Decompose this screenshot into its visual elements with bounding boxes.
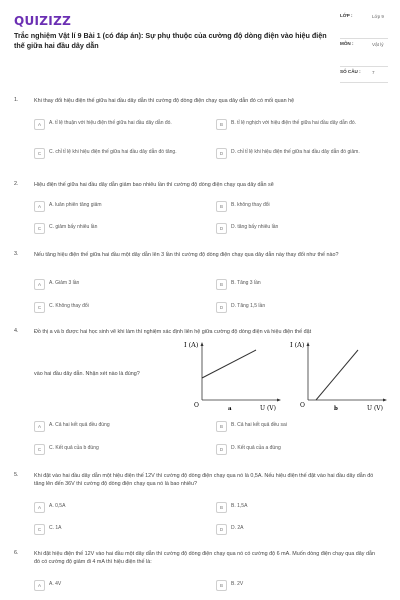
option-text: A. 4V [49, 581, 62, 587]
question-number: 5. [14, 472, 19, 478]
option-a[interactable] [34, 580, 204, 591]
option-letter: D [216, 148, 227, 159]
y-axis-label: I (A) [184, 341, 199, 349]
option-letter: C [34, 148, 45, 159]
option-b[interactable] [216, 119, 386, 130]
x-axis-label: U (V) [260, 405, 276, 412]
option-c[interactable] [34, 148, 204, 159]
subject-label: MÔN : [340, 41, 354, 46]
option-letter: B [216, 119, 227, 130]
option-text: C. Không thay đổi [49, 303, 89, 309]
quizizz-logo[interactable]: QUIZIZZ [14, 14, 72, 28]
option-letter: C [34, 302, 45, 313]
question-text: Đồ thị a và b được hai học sinh vẽ khi làm thí nghiệm xác định liên hệ giữa cường độ dòng điện và hiệu điện thế đặt [34, 329, 312, 335]
divider [340, 66, 388, 67]
option-a[interactable] [34, 119, 204, 130]
option-letter: B [216, 580, 227, 591]
option-text: D. Tăng 1,5 lần [231, 303, 266, 309]
option-letter: A [34, 421, 45, 432]
option-c[interactable] [34, 223, 204, 234]
origin-label: O [300, 402, 305, 409]
option-b[interactable] [216, 279, 386, 290]
divider [340, 82, 388, 83]
option-letter: D [216, 524, 227, 535]
option-text: A. Giảm 3 lần [49, 280, 80, 286]
option-text: C. chỉ tỉ lệ khi hiệu điện thế giữa hai đầu dây dẫn đó tăng. [49, 149, 177, 155]
question-number: 3. [14, 251, 19, 257]
question-text: Nếu tăng hiệu điện thế giữa hai đầu một dây dẫn lên 3 lần thì cường độ dòng điện chạy qua dây dẫn này thay đổi như thế nào? [34, 252, 339, 258]
option-d[interactable] [216, 524, 386, 535]
option-letter: A [34, 580, 45, 591]
meta-panel [340, 13, 388, 85]
meta-class [340, 13, 388, 41]
option-d[interactable] [216, 223, 386, 234]
option-text: C. Kết quả của b đúng [49, 445, 99, 451]
question-number: 1. [14, 97, 19, 103]
option-text: B. 1,5A [231, 503, 248, 509]
option-text: B. Cả hai kết quả đều sai [231, 422, 287, 428]
option-a[interactable] [34, 502, 204, 513]
option-letter: B [216, 279, 227, 290]
option-letter: B [216, 421, 227, 432]
option-letter: A [34, 279, 45, 290]
option-letter: C [34, 524, 45, 535]
question-text: Khi thay đổi hiệu điện thế giữa hai đầu dây dẫn thì cường độ dòng điện chạy qua dây dẫn đó có mối quan hệ [34, 98, 295, 104]
option-text: A. Cả hai kết quả đều đúng [49, 422, 110, 428]
option-text: C. giảm bấy nhiêu lần [49, 224, 98, 230]
option-b[interactable] [216, 201, 386, 212]
meta-subject [340, 41, 388, 69]
option-d[interactable] [216, 302, 386, 313]
option-letter: C [34, 223, 45, 234]
question-text: Khi đặt hiệu điện thế 12V vào hai đầu một dây dẫn thì cường độ dòng điện chạy qua nó có cường độ 6 mA. Muốn dòng điện chạy qua dây dẫn đó có cường độ giảm đi 4 mA thì hiệu điện thế là: [34, 551, 375, 565]
graph-a [184, 338, 285, 412]
origin-label: O [194, 402, 199, 409]
option-text: C. 1A [49, 525, 62, 531]
option-a[interactable] [34, 279, 204, 290]
option-text: A. 0,5A [49, 503, 66, 509]
option-b[interactable] [216, 502, 386, 513]
option-text: A. luân phiên tăng giảm [49, 202, 102, 208]
option-letter: B [216, 502, 227, 513]
option-c[interactable] [34, 524, 204, 535]
option-b[interactable] [216, 580, 386, 591]
option-text: A. tỉ lệ thuận với hiệu điện thế giữa hai đầu dây dẫn đó. [49, 120, 172, 126]
question-number: 6. [14, 550, 19, 556]
option-letter: A [34, 119, 45, 130]
subject-value: Vật lý [372, 42, 384, 47]
option-b[interactable] [216, 421, 386, 432]
question-text: Khi đặt vào hai đầu dây dẫn một hiệu điện thế 12V thì cường độ dòng điện chạy qua nó là 0,5A. Nếu hiệu điện thế đặt vào hai đầu dây dẫn đó tăng lên đến 36V thì cường độ dòng điện chạy qua nó là bao nhiêu? [34, 473, 374, 487]
option-text: D. chỉ tỉ lệ khi hiệu điện thế giữa hai đầu dây dẫn đó giảm. [231, 149, 360, 155]
graph-b-label: b [334, 406, 338, 412]
option-text: B. Tăng 3 lần [231, 280, 261, 286]
y-axis-label: I (A) [290, 341, 305, 349]
question-text-continued: vào hai đầu dây dẫn. Nhận xét nào là đúng? [34, 371, 140, 377]
count-label: SỐ CÂU : [340, 69, 361, 74]
option-a[interactable] [34, 421, 204, 432]
option-letter: D [216, 444, 227, 455]
option-text: D. Kết quả của a đúng [231, 445, 281, 451]
graph-b [290, 338, 396, 412]
question-number: 2. [14, 181, 19, 187]
option-c[interactable] [34, 302, 204, 313]
option-text: D. tăng bấy nhiêu lần [231, 224, 279, 230]
question-text: Hiệu điện thế giữa hai đầu dây dẫn giảm bao nhiêu lần thì cường độ dòng điện chạy qua dây dẫn sẽ [34, 182, 274, 188]
option-letter: A [34, 201, 45, 212]
option-letter: D [216, 223, 227, 234]
option-a[interactable] [34, 201, 204, 212]
option-c[interactable] [34, 444, 204, 455]
class-value: Lớp 9 [372, 14, 384, 19]
option-text: B. không thay đổi [231, 202, 270, 208]
graph-a-label: a [228, 406, 232, 412]
count-value: 7 [372, 70, 375, 75]
option-letter: B [216, 201, 227, 212]
option-letter: C [34, 444, 45, 455]
option-text: B. tỉ lệ nghịch với hiệu điện thế giữa hai đầu dây dẫn đó. [231, 120, 357, 126]
option-d[interactable] [216, 148, 386, 159]
option-text: D. 2A [231, 525, 244, 531]
option-d[interactable] [216, 444, 386, 455]
option-letter: D [216, 302, 227, 313]
x-axis-label: U (V) [367, 405, 383, 412]
page-title: Trắc nghiệm Vật lí 9 Bài 1 (có đáp án): Sự phụ thuộc của cường độ dòng điện vào hiệu điện thế giữa hai đầu dây dẫn [14, 31, 327, 50]
option-text: B. 2V [231, 581, 244, 587]
meta-count [340, 69, 388, 85]
option-letter: A [34, 502, 45, 513]
class-label: LỚP : [340, 13, 353, 18]
divider [340, 38, 388, 39]
question-number: 4. [14, 328, 19, 334]
